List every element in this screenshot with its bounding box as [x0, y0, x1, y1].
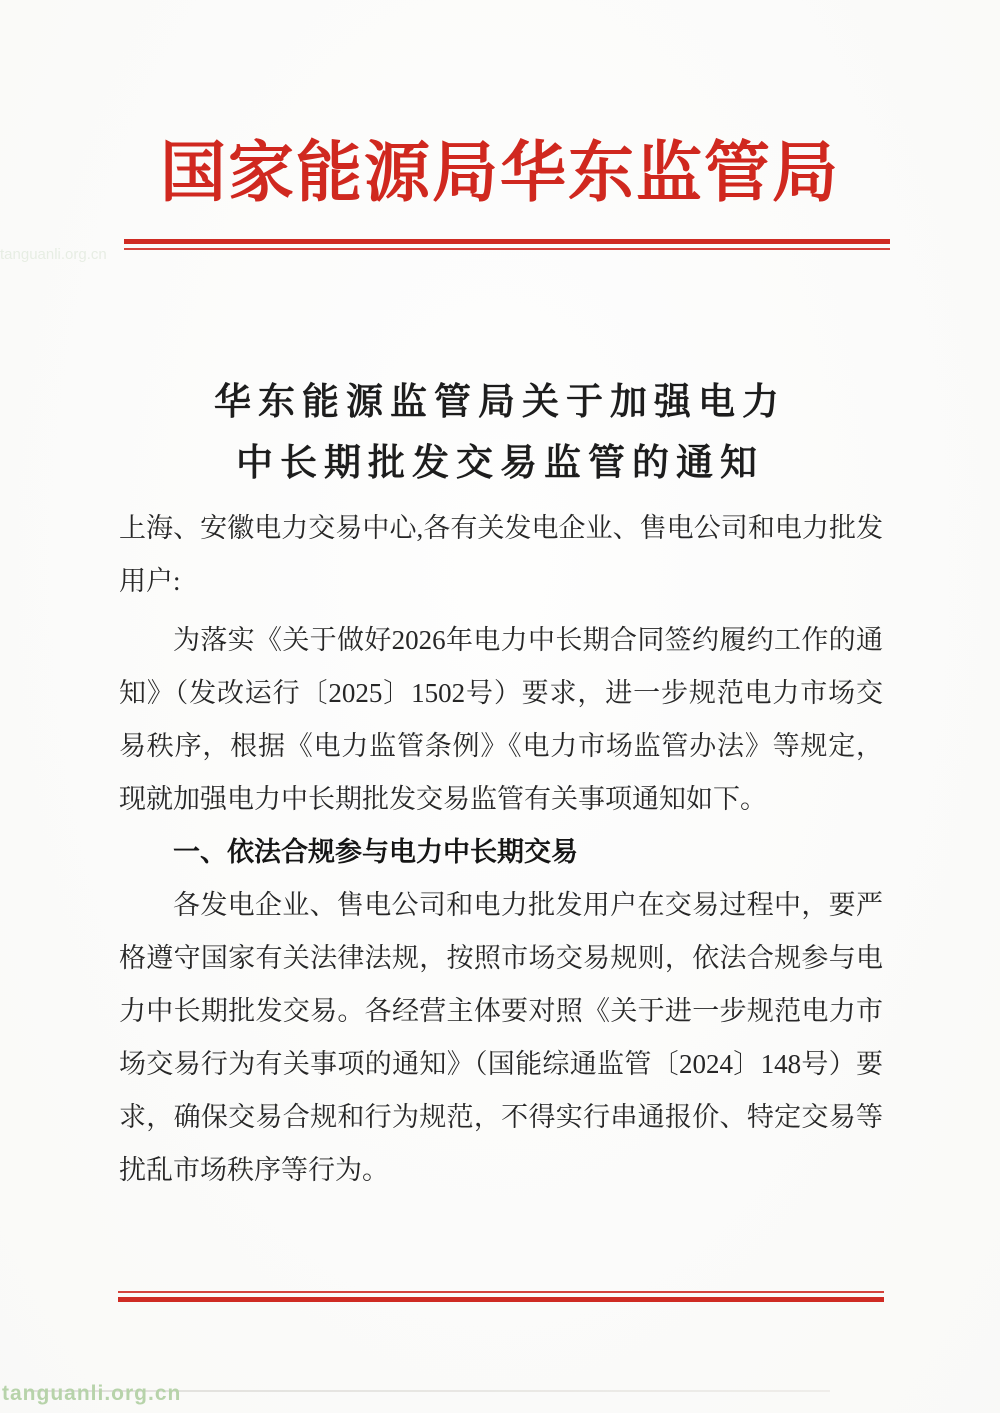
intro-paragraph: 为落实《关于做好2026年电力中长期合同签约履约工作的通知》（发改运行〔2025〕1502号）要求，进一步规范电力市场交易秩序，根据《电力监管条例》《电力市场监管办法》等规定，现就加强电力中长期批发交易监管有关事项通知如下。: [119, 625, 883, 814]
section1-heading: 一、依法合规参与电力中长期交易: [173, 837, 578, 867]
notice-body: [119, 502, 883, 1197]
watermark-margin: tanguanli.org.cn: [0, 246, 107, 263]
salutation-paragraph: 上海、安徽电力交易中心,各有关发电企业、售电公司和电力批发用户:: [119, 513, 883, 596]
section1-paragraph: 各发电企业、售电公司和电力批发用户在交易过程中，要严格遵守国家有关法律法规，按照市场交易规则，依法合规参与电力中长期批发交易。各经营主体要对照《关于进一步规范电力市场交易行为有关事项的通知》（国能综通监管〔2024〕148号）要求，确保交易合规和行为规范，不得实行串通报价、特定交易等扰乱市场秩序等行为。: [119, 890, 883, 1185]
letterhead-divider-thin-line: [124, 248, 890, 250]
letterhead-agency-name: 国家能源局华东监管局: [160, 137, 840, 210]
watermark-bottom-left: tanguanli.org.cn: [2, 1382, 182, 1405]
footer-divider-thick-line: [118, 1297, 884, 1302]
notice-title-line1: 华东能源监管局关于加强电力: [214, 382, 786, 423]
footer-divider: [118, 1291, 884, 1302]
letterhead-divider: [124, 239, 890, 250]
notice-title-line2: 中长期批发交易监管的通知: [236, 443, 764, 484]
notice-title: [0, 372, 1000, 494]
